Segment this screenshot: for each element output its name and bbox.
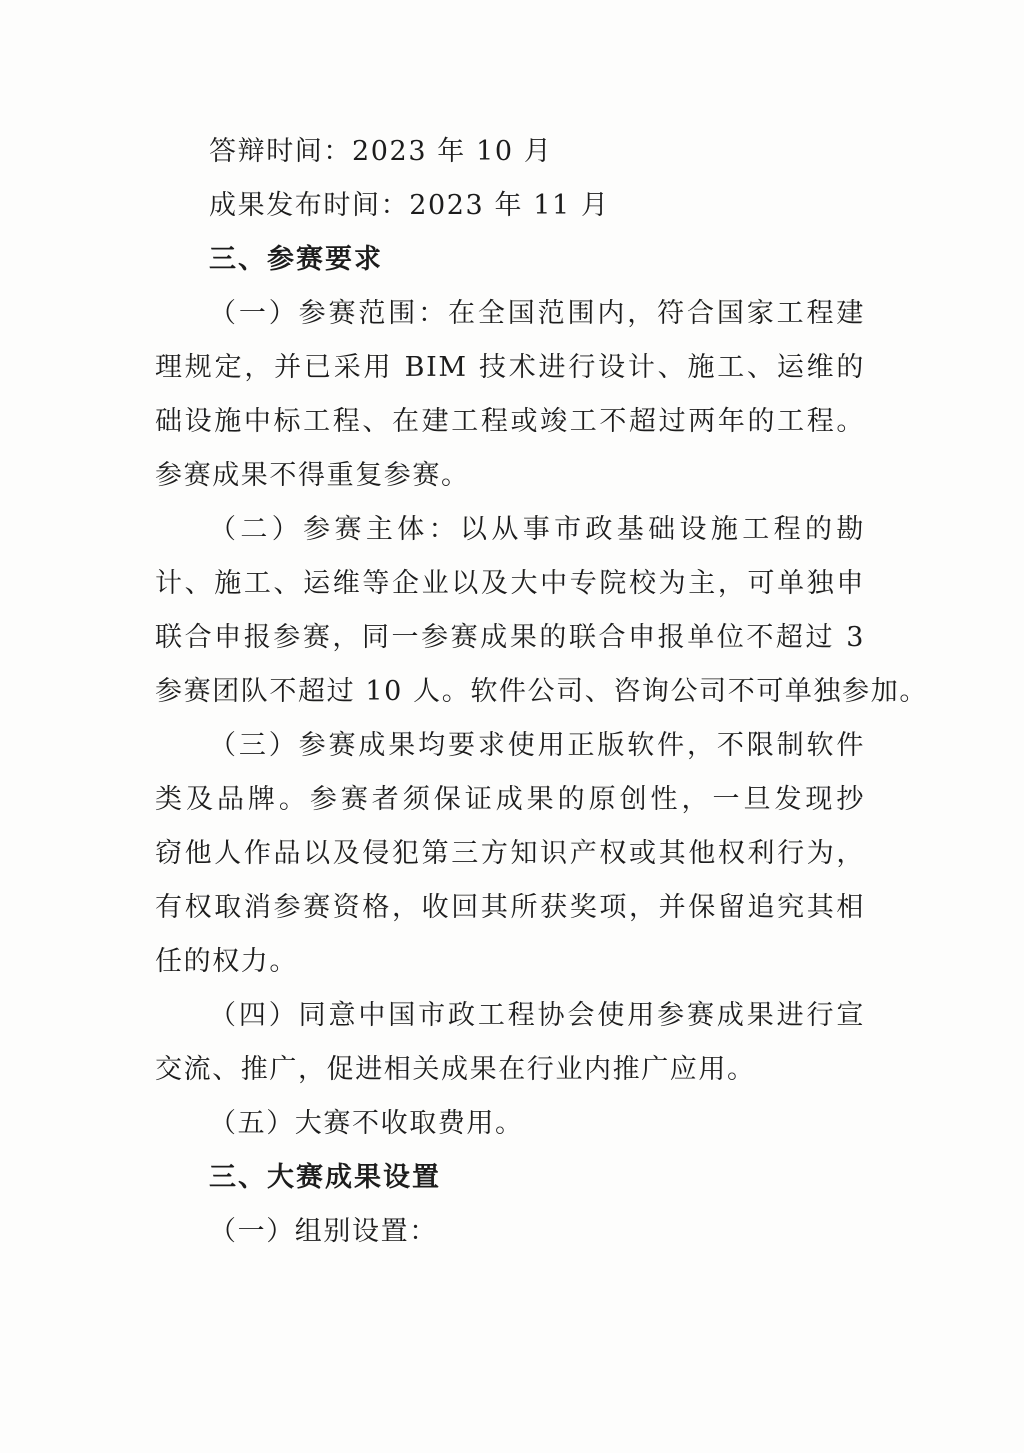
paragraph-3-line-1: （三）参赛成果均要求使用正版软件，不限制软件 (209, 730, 865, 761)
defense-time-line: 答辩时间：2023 年 10 月 (209, 136, 553, 167)
paragraph-4-line-1: （四）同意中国市政工程协会使用参赛成果进行宣 (209, 1000, 865, 1031)
paragraph-2-line-4: 参赛团队不超过 10 人。软件公司、咨询公司不可单独参加。 (155, 676, 928, 707)
paragraph-2-line-3: 联合申报参赛，同一参赛成果的联合申报单位不超过 3 (155, 622, 865, 653)
document-body (155, 125, 928, 1259)
paragraph-1-line-1: （一）参赛范围：在全国范围内，符合国家工程建 (209, 298, 865, 329)
paragraph-1-line-3: 础设施中标工程、在建工程或竣工不超过两年的工程。 (155, 406, 865, 437)
paragraph-2-line-1: （二）参赛主体：以从事市政基础设施工程的勘 (209, 514, 865, 545)
section-heading-results: 三、大赛成果设置 (209, 1162, 441, 1193)
paragraph-1-line-4: 参赛成果不得重复参赛。 (155, 460, 470, 491)
paragraph-3-line-5: 任的权力。 (155, 946, 298, 977)
paragraph-3-line-3: 窃他人作品以及侵犯第三方知识产权或其他权利行为， (155, 838, 865, 869)
paragraph-3-line-2: 类及品牌。参赛者须保证成果的原创性，一旦发现抄 (155, 784, 865, 815)
paragraph-3-line-4: 有权取消参赛资格，收回其所获奖项，并保留追究其相 (155, 892, 865, 923)
paragraph-2-line-2: 计、施工、运维等企业以及大中专院校为主，可单独申 (155, 568, 865, 599)
result-release-time-line: 成果发布时间：2023 年 11 月 (209, 190, 610, 221)
paragraph-5-line-1: （五）大赛不收取费用。 (209, 1108, 524, 1139)
paragraph-4-line-2: 交流、推广，促进相关成果在行业内推广应用。 (155, 1054, 756, 1085)
paragraph-1-line-2: 理规定，并已采用 BIM 技术进行设计、施工、运维的 (155, 352, 865, 383)
group-setting-line: （一）组别设置： (209, 1216, 438, 1247)
section-heading-requirements: 三、参赛要求 (209, 244, 383, 275)
